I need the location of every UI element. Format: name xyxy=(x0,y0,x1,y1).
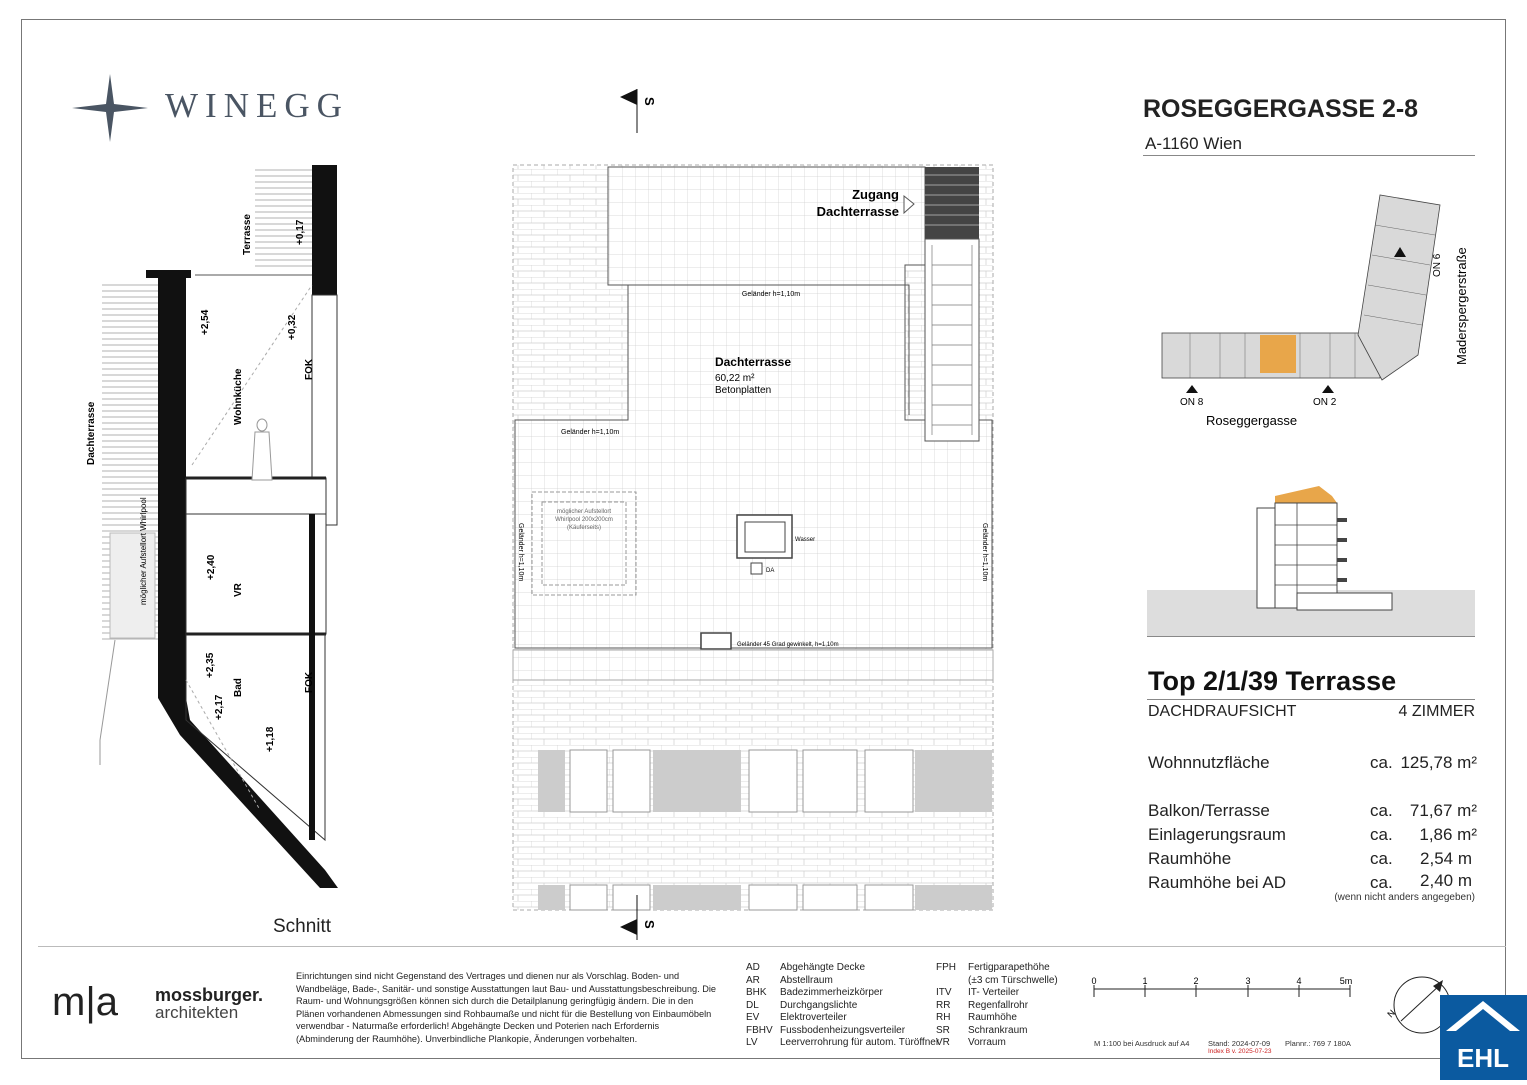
divider xyxy=(1147,699,1475,700)
level-label: +0,17 xyxy=(295,219,306,245)
ehl-logo xyxy=(1440,995,1527,1080)
area-ca: ca. xyxy=(1370,873,1393,892)
level-label: +2,17 xyxy=(214,694,225,720)
view-label: DACHDRAUFSICHT xyxy=(1148,703,1297,720)
street-marker: ON 6 xyxy=(1432,253,1443,277)
legend-text-left: Abgehängte Decke Abstellraum Badezimmerheizkörper Durchgangslichte Elektroverteiler Fussbodenheizungsverteiler Leerverrohrung für autom. Türöffner xyxy=(780,962,940,1048)
da-label: DA xyxy=(766,568,775,574)
area-ca: ca. xyxy=(1370,753,1393,772)
whirlpool-label: möglicher Aufstellort Whirlpool xyxy=(139,497,148,605)
railing-label: Geländer 45 Grad gewinkelt, h=1,10m xyxy=(737,642,839,648)
fok-label: FOK xyxy=(304,671,315,693)
street-marker: ON 2 xyxy=(1313,397,1337,408)
zugang-label-2: Dachterrasse xyxy=(816,204,899,219)
index-date: Index B v. 2025-07-23 xyxy=(1208,1048,1272,1055)
scale-tick: 2 xyxy=(1193,976,1199,986)
unit-title: Top 2/1/39 Terrasse xyxy=(1148,666,1397,696)
room-label-bad: Bad xyxy=(233,678,244,697)
level-label: +1,18 xyxy=(265,726,276,752)
brand-name: WINEGG xyxy=(165,86,349,125)
section-marker-bottom: S xyxy=(642,920,657,929)
unit-highlight xyxy=(1260,335,1296,373)
building-section-thumbnail xyxy=(1147,478,1477,638)
address-title: ROSEGGERGASSE 2-8 xyxy=(1143,95,1419,123)
area-ca: ca. xyxy=(1370,801,1393,820)
scale-tick: 4 xyxy=(1296,976,1302,986)
area-ca: ca. xyxy=(1370,825,1393,844)
railing-label: Geländer h=1,10m xyxy=(517,523,524,582)
terrace-area: 60,22 m² xyxy=(715,373,755,384)
scale-tick: 5m xyxy=(1339,976,1353,986)
site-plan xyxy=(1150,185,1490,435)
rooms-label: 4 ZIMMER xyxy=(1398,703,1475,720)
address-subtitle: A-1160 Wien xyxy=(1145,134,1243,153)
terrace-material: Betonplatten xyxy=(715,385,772,396)
section-drawing xyxy=(80,160,360,900)
area-ca: ca. xyxy=(1370,849,1393,868)
railing-label: Geländer h=1,10m xyxy=(741,291,801,298)
area-label: Balkon/Terrasse xyxy=(1148,801,1270,820)
divider xyxy=(1143,155,1475,156)
footer-divider xyxy=(38,946,1506,947)
area-value: 71,67 m² xyxy=(1409,801,1477,820)
level-label: +0,32 xyxy=(287,314,298,340)
plan-number: Plannr.: 769 7 180A xyxy=(1285,1039,1351,1048)
street-marker: ON 8 xyxy=(1180,397,1204,408)
scale-tick: 1 xyxy=(1142,976,1148,986)
scale-bar xyxy=(1088,975,1358,1005)
area-label: Wohnnutzfläche xyxy=(1148,753,1270,772)
legend-text-right: Fertigparapethöhe (±3 cm Türschwelle) IT- Verteiler Regenfallrohr Raumhöhe Schrankraum Vorraum xyxy=(968,962,1058,1048)
railing-label: Geländer h=1,10m xyxy=(561,429,620,436)
level-label: +2,54 xyxy=(200,309,211,335)
roof-plan-drawing xyxy=(505,85,1005,940)
whirlpool-note: Whirlpool 200x200cm xyxy=(555,517,613,523)
area-label: Raumhöhe bei AD xyxy=(1148,873,1286,892)
section-marker-top: S xyxy=(642,97,657,106)
wasser-label: Wasser xyxy=(795,537,816,543)
room-label-wohnkueche: Wohnküche xyxy=(233,368,244,425)
area-label: Raumhöhe xyxy=(1148,849,1232,868)
street-name: Maderspergerstraße xyxy=(1454,247,1469,365)
street-name: Roseggergasse xyxy=(1206,413,1298,428)
area-value: 2,40 m xyxy=(1420,871,1472,890)
scale-note: M 1:100 bei Ausdruck auf A4 xyxy=(1094,1039,1190,1048)
architect-subtitle: architekten xyxy=(155,1003,239,1022)
level-label: +2,40 xyxy=(206,554,217,580)
scale-tick: 0 xyxy=(1091,976,1097,986)
architect-logo: m|a xyxy=(52,980,118,1024)
whirlpool-note: (Käuferseits) xyxy=(566,525,602,531)
legend-abbr-left: AD AR BHK DL EV FBHV LV xyxy=(746,962,773,1048)
north-label: N xyxy=(1385,1007,1398,1020)
zugang-label: Zugang xyxy=(852,187,899,202)
divider xyxy=(1147,636,1475,637)
terrace-name: Dachterrasse xyxy=(714,355,792,369)
legend-abbr-right: FPH ITV RR RH SR VR xyxy=(936,962,956,1048)
level-label: +2,35 xyxy=(205,652,216,678)
area-value: 125,78 m² xyxy=(1400,753,1477,772)
whirlpool-note: möglicher Aufstellort xyxy=(556,509,612,515)
room-label-vr: VR xyxy=(233,583,244,597)
disclaimer-text: Einrichtungen sind nicht Gegenstand des Vertrages und dienen nur als Vorschlag. Boden- und Wandbeläge, Bade-, Sanitär- und sonstige Ausstattungen laut Bau- und Ausstattungsbeschreibung. Die Raum- und Wohnungsgrößen können sich durch die Detailplanung geringfügig ändern. Die in den Plänen vorhandenen Abmessungen sind Rohbaumaße und nicht für die Bestellung von Einbaumöbeln verwendbar - Naturmaße erforderlich! Abgehängte Decken und Poterien nach Erfordernis (Abminderung der Raumhöhe). Unverbindliche Plankopie, Änderungen vorbehalten. xyxy=(296,971,717,1044)
terrasse-label: Terrasse xyxy=(242,214,253,255)
section-title: Schnitt xyxy=(273,916,332,937)
architect-name: mossburger. xyxy=(155,985,264,1005)
stand-date: Stand: 2024-07-09 xyxy=(1208,1039,1271,1048)
scale-tick: 3 xyxy=(1245,976,1251,986)
area-footnote: (wenn nicht anders angegeben) xyxy=(1334,892,1475,903)
railing-label: Geländer h=1,10m xyxy=(981,523,988,582)
dachterrasse-label: Dachterrasse xyxy=(86,401,97,465)
area-value: 2,54 m xyxy=(1420,849,1472,868)
area-value: 1,86 m² xyxy=(1419,825,1477,844)
ehl-text: EHL xyxy=(1457,1043,1509,1073)
winegg-star-logo xyxy=(70,72,150,144)
area-label: Einlagerungsraum xyxy=(1148,825,1286,844)
fok-label: FOK xyxy=(304,358,315,380)
